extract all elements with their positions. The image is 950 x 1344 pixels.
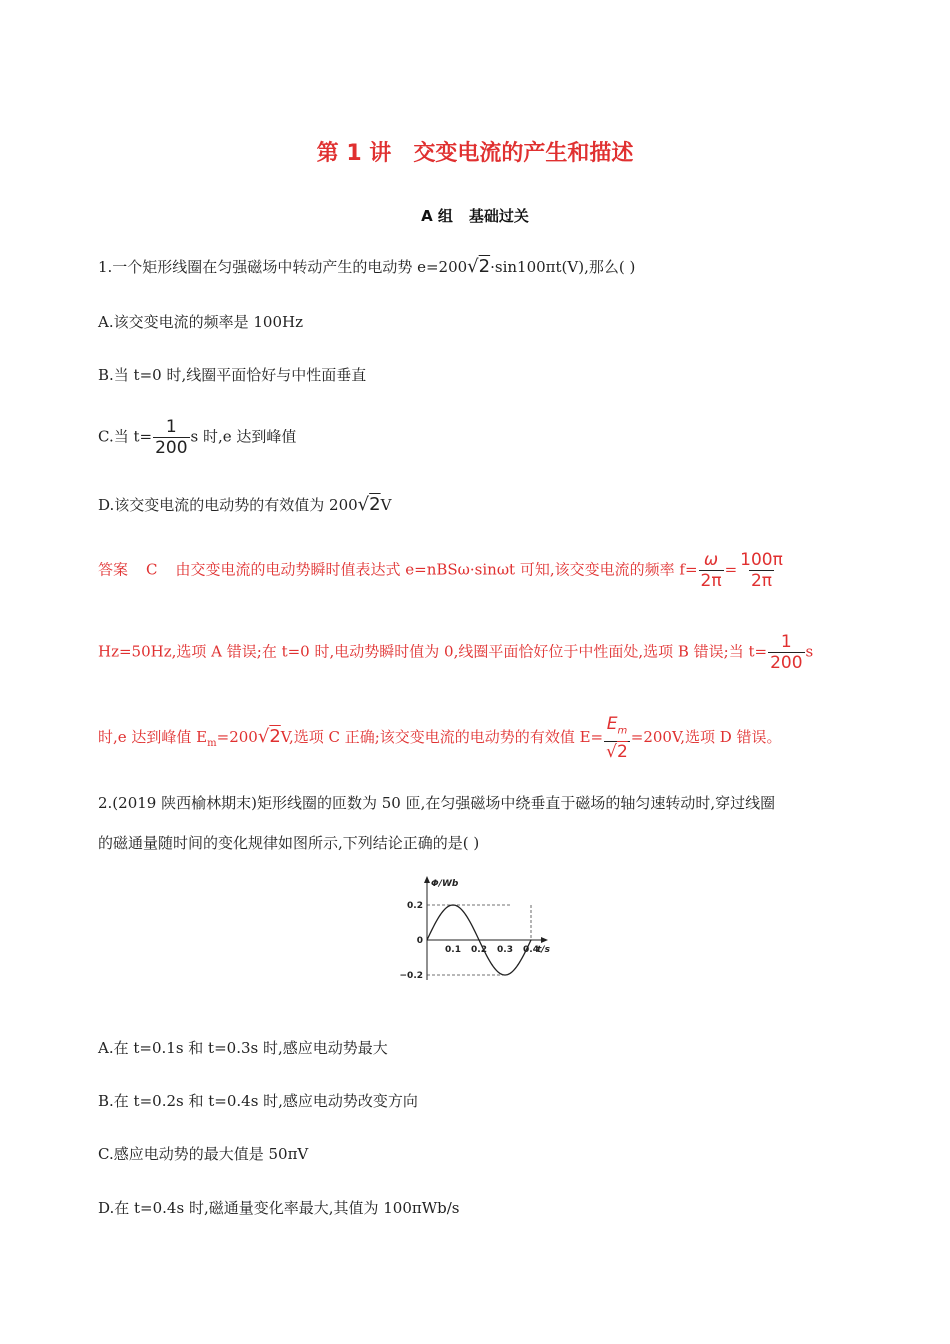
fraction-1-200: $\frac{1}{200}$ bbox=[155, 417, 188, 458]
section-name: 基础过关 bbox=[468, 207, 529, 225]
y-tick-label: 0 bbox=[416, 936, 423, 946]
q1-option-b: B.当 t=0 时,线圈平面恰好与中性面垂直 bbox=[98, 366, 367, 384]
x-tick-label: 0.4 bbox=[523, 945, 539, 955]
section-group: A 组 bbox=[421, 207, 453, 225]
data-point bbox=[439, 915, 440, 916]
data-point bbox=[517, 964, 518, 965]
page-title bbox=[0, 136, 950, 167]
answer1-line3: 时,e 达到峰值 $E_m=200√2V$,选项 C 正确;该交变电流的电动势的有效值 E= $\frac{E_m}{√2}$ =200V,选项 D 错误。 bbox=[98, 714, 782, 763]
q2-option-a: A.在 t=0.1s 和 t=0.3s 时,感应电动势最大 bbox=[98, 1039, 388, 1057]
data-point bbox=[530, 939, 531, 940]
sqrt-2: √2 bbox=[357, 494, 381, 515]
sqrt-2: √2 bbox=[257, 726, 281, 748]
fraction-100pi-2pi: $\frac{100\pi}{2\pi}$ bbox=[740, 550, 783, 591]
data-point bbox=[478, 939, 479, 940]
answer1-line1: 答案 C 由交变电流的电动势瞬时值表达式 e=nBSω·sinωt 可知,该交变电流的频率 f= $\frac{\omega}{2\pi}$ = $\frac{100\pi}{2\pi}$ bbox=[98, 550, 783, 591]
x-tick-label: 0.2 bbox=[471, 945, 487, 955]
q1-option-a: A.该交变电流的频率是 100Hz bbox=[98, 313, 303, 331]
q1-option-c: C.当 t= $\frac{1}{200}$ s 时,e 达到峰值 bbox=[98, 417, 297, 458]
data-point bbox=[426, 939, 427, 940]
data-point bbox=[465, 915, 466, 916]
data-point bbox=[452, 904, 453, 905]
title-lecture-number: 第 1 讲 bbox=[316, 141, 392, 166]
fraction-em-sqrt2: $\frac{E_m}{√2}$ bbox=[606, 714, 628, 763]
flux-time-graph bbox=[400, 874, 570, 986]
q1-option-d: D.该交变电流的电动势的有效值为 200√2V bbox=[98, 494, 392, 515]
y-axis-label: Φ/Wb bbox=[431, 879, 459, 889]
q1-stem: 1.一个矩形线圈在匀强磁场中转动产生的电动势 e=200√2·sin100πt(V),那么( ) bbox=[98, 256, 636, 277]
data-point bbox=[504, 974, 505, 975]
x-tick-label: 0.3 bbox=[497, 945, 513, 955]
sqrt-2: √2 bbox=[467, 256, 491, 277]
y-tick-label: −0.2 bbox=[400, 971, 423, 981]
x-axis-label: t/s bbox=[537, 945, 550, 955]
answer-choice: C bbox=[146, 560, 158, 579]
section-heading bbox=[0, 205, 950, 226]
answer-label: 答案 bbox=[98, 560, 129, 579]
title-topic: 交变电流的产生和描述 bbox=[413, 141, 634, 166]
q2-option-b: B.在 t=0.2s 和 t=0.4s 时,感应电动势改变方向 bbox=[98, 1092, 418, 1110]
fraction-1-200: $\frac{1}{200}$ bbox=[770, 632, 803, 673]
answer1-line2: Hz=50Hz,选项 A 错误;在 t=0 时,电动势瞬时值为 0,线圈平面恰好位于中性面处,选项 B 错误;当 t= $\frac{1}{200}$ s bbox=[98, 632, 814, 673]
y-axis-arrow bbox=[424, 876, 430, 883]
data-point bbox=[491, 964, 492, 965]
x-axis-arrow bbox=[541, 937, 548, 943]
q2-option-d: D.在 t=0.4s 时,磁通量变化率最大,其值为 100πWb/s bbox=[98, 1199, 460, 1217]
q2-stem-line1: 2.(2019 陕西榆林期末)矩形线圈的匝数为 50 匝,在匀强磁场中绕垂直于磁场的轴匀速转动时,穿过线圈 bbox=[98, 794, 776, 812]
fraction-omega-2pi: $\frac{\omega}{2\pi}$ bbox=[700, 550, 722, 591]
x-tick-label: 0.1 bbox=[445, 945, 461, 955]
q2-stem-line2: 的磁通量随时间的变化规律如图所示,下列结论正确的是( ) bbox=[98, 834, 480, 852]
y-tick-label: 0.2 bbox=[407, 901, 423, 911]
q2-option-c: C.感应电动势的最大值是 50πV bbox=[98, 1145, 309, 1163]
